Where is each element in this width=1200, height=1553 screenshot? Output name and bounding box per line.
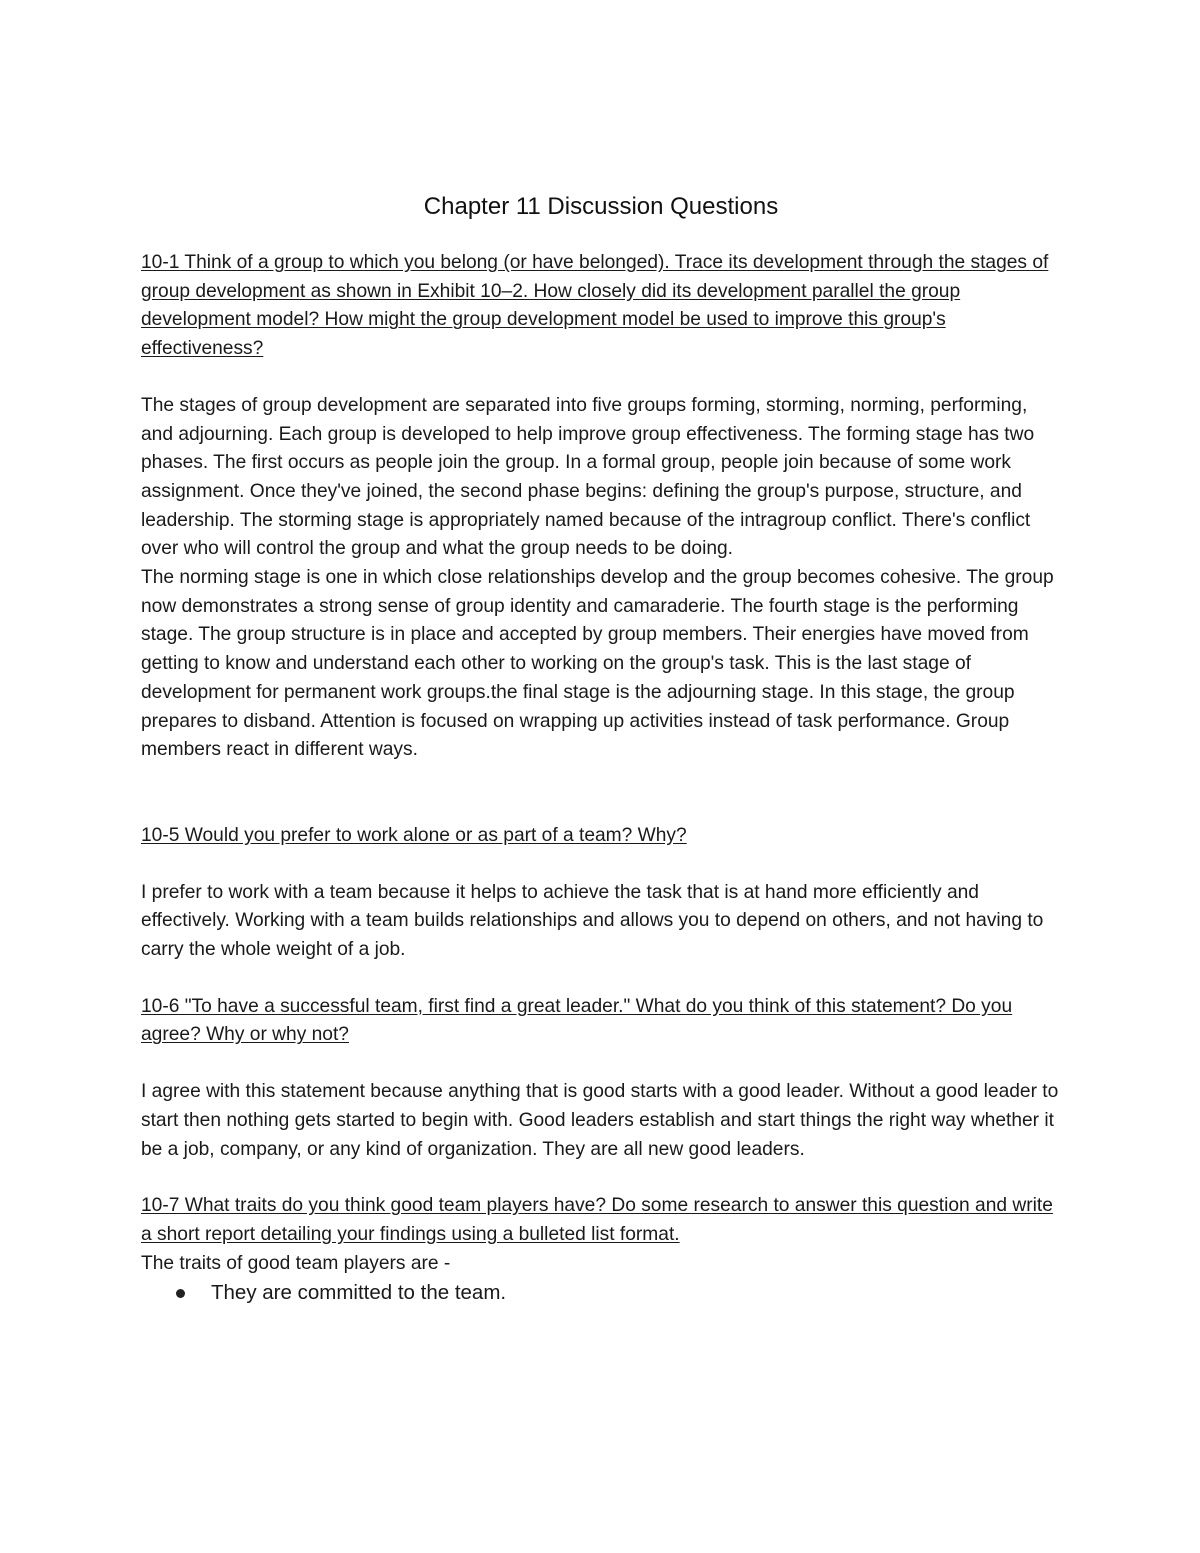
document-page — [141, 190, 1061, 1308]
page-title: Chapter 11 Discussion Questions — [423, 193, 779, 220]
answer-10-1-paragraph-2: The norming stage is one in which close relationships develop and the group becomes cohesive. The group now demonstrates a strong sense of group identity and camaraderie. The fourth stage is the performing stage. The group structure is in place and accepted by group members. Their energies have moved from getting to know and understand each other to working on the group's task. This is the last stage of development for permanent work groups.the final stage is the adjourning stage. In this stage, the group prepares to disband. Attention is focused on wrapping up activities instead of task performance. Group members react in different ways. — [141, 567, 1054, 761]
spacer — [141, 765, 1061, 822]
question-10-7: 10-7 What traits do you think good team players have? Do some research to answer this question and write a short report detailing your findings using a bulleted list format. — [141, 1195, 1053, 1245]
answer-10-7-intro: The traits of good team players are - — [141, 1252, 451, 1274]
answer-10-5: I prefer to work with a team because it helps to achieve the task that is at hand more efficiently and effectively. Working with a team builds relationships and allows you to depend on others, and not having to carry the whole weight of a job. — [141, 881, 1044, 961]
question-10-5: 10-5 Would you prefer to work alone or as part of a team? Why? — [141, 824, 687, 846]
traits-bullet-list — [141, 1278, 1061, 1308]
spacer — [141, 1050, 1061, 1078]
answer-10-6: I agree with this statement because anything that is good starts with a good leader. Without a good leader to start then nothing gets started to begin with. Good leaders establish and start things the right way whether it be a job, company, or any kind of organization. They are all new good leaders. — [141, 1081, 1059, 1160]
spacer — [141, 364, 1061, 392]
spacer — [141, 851, 1061, 879]
spacer — [141, 1164, 1061, 1192]
question-10-6: 10-6 "To have a successful team, first find a great leader." What do you think of this statement? Do you agree? Why or why not? — [141, 995, 1013, 1046]
spacer — [141, 965, 1061, 993]
list-item-text: They are committed to the team. — [211, 1281, 507, 1305]
answer-10-1-paragraph-1: The stages of group development are separated into five groups forming, storming, norming, performing, and adjourning. Each group is developed to help improve group effectiveness. The forming stage has two phases. The first occurs as people join the group. In a formal group, people join because of some work assignment. Once they've joined, the second phase begins: defining the group's purpose, structure, and leadership. The storming stage is appropriately named because of the intragroup conflict. There's conflict over who will control the group and what the group needs to be doing. — [141, 394, 1035, 560]
bullet-icon — [176, 1289, 185, 1298]
list-item — [141, 1278, 1061, 1308]
question-10-1: 10-1 Think of a group to which you belong (or have belonged). Trace its development through the stages of group development as shown in Exhibit 10–2. How closely did its development parallel the group development model? How might the group development model be used to improve this group's effectiveness? — [141, 252, 1049, 360]
